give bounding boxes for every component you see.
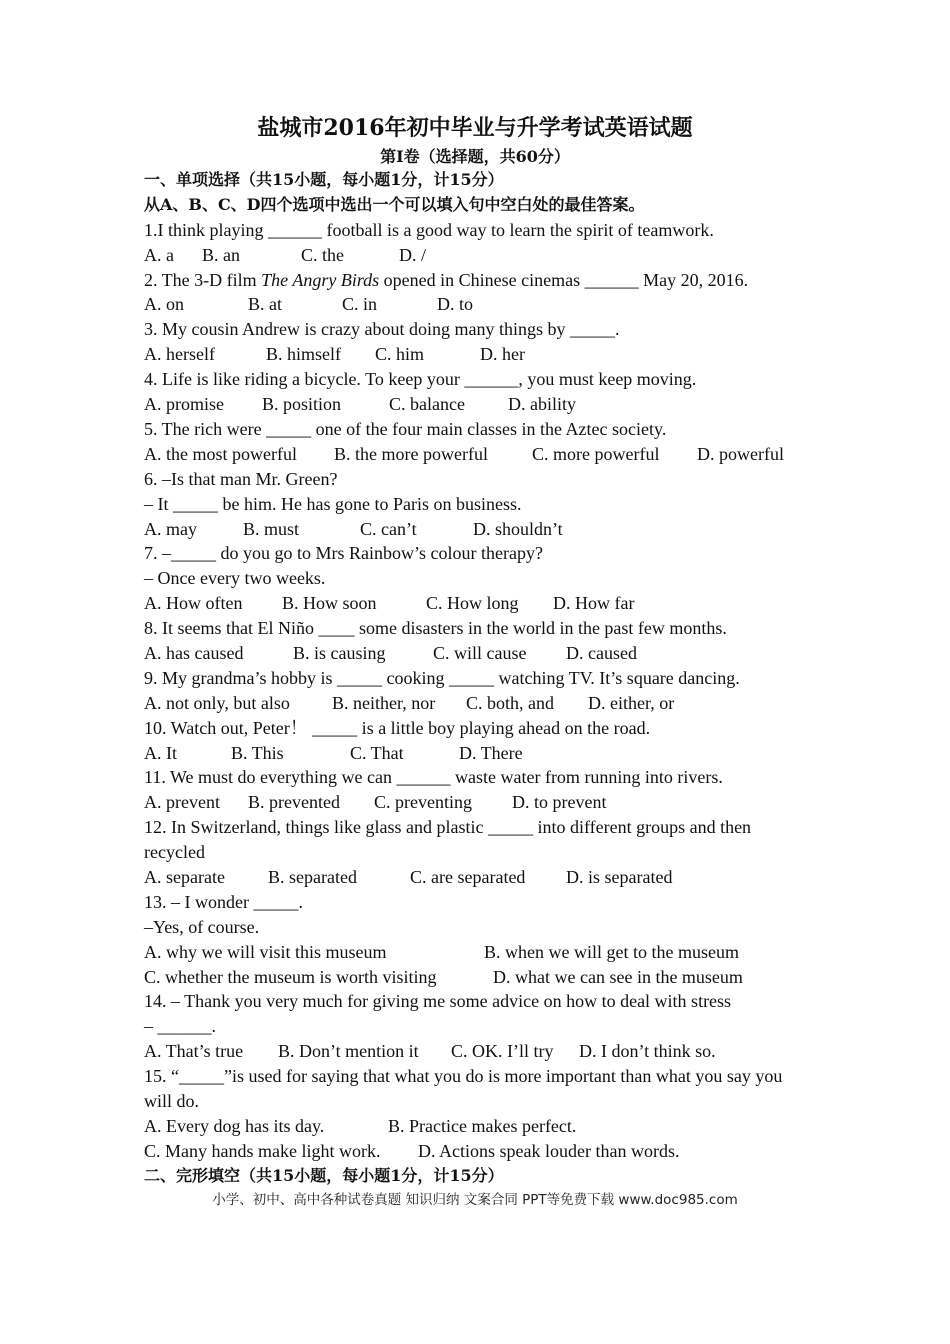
question-15-options-row-1 [144, 1114, 812, 1139]
option: D. Actions speak louder than words. [418, 1140, 680, 1161]
film-title: The Angry Birds [261, 269, 380, 290]
option: A. herself [144, 344, 215, 365]
question-10-stem: 10. Watch out, Peter！ _____ is a little boy playing ahead on the road. [144, 717, 651, 738]
question-4-options [144, 392, 812, 417]
question-9-stem: 9. My grandma’s hobby is _____ cooking _____ watching TV. It’s square dancing. [144, 667, 740, 688]
question-11-options [144, 790, 812, 815]
question-13-reply: –Yes, of course. [144, 916, 260, 937]
option: D. to [437, 294, 473, 315]
option: A. separate [144, 867, 225, 887]
question-14-reply: – ______. [144, 1016, 216, 1037]
option: C. more powerful [532, 443, 660, 464]
question-15-stem: 15. “_____”is used for saying that what you do is more important than what you say you will do. [144, 1066, 783, 1112]
option: C. Many hands make light work. [144, 1140, 381, 1161]
option: C. will cause [433, 642, 527, 663]
option: C. both, and [466, 692, 554, 713]
option: D. There [459, 742, 523, 763]
question-9-options [144, 691, 812, 716]
option: A. not only, but also [144, 692, 290, 713]
option: B. the more powerful [334, 443, 488, 464]
option: D. I don’t think so. [579, 1041, 716, 1062]
question-12-stem: 12. In Switzerland, things like glass and plastic _____ into different groups and then recycled [144, 817, 752, 863]
option: A. Every dog has its day. [144, 1115, 325, 1136]
question-7-stem: 7. –_____ do you go to Mrs Rainbow’s colour therapy? [144, 543, 543, 564]
option: B. Practice makes perfect. [388, 1115, 577, 1136]
option: B. position [262, 394, 342, 415]
question-2-stem-pre: 2. The 3-D film [144, 269, 262, 290]
option: B. separated [268, 867, 357, 887]
option: B. Don’t mention it [278, 1041, 419, 1062]
option: D. How far [553, 593, 635, 614]
question-4-stem: 4. Life is like riding a bicycle. To keep your ______, you must keep moving. [144, 369, 697, 390]
option: C. preventing [374, 792, 472, 813]
option: B. is causing [293, 642, 386, 663]
option: A. promise [144, 394, 224, 415]
option: A. the most powerful [144, 443, 297, 464]
option: D. / [399, 244, 426, 265]
question-12-options [144, 865, 812, 890]
page-title: 盐城市2016年初中毕业与升学考试英语试题 [257, 115, 693, 141]
question-7-options [144, 591, 812, 616]
question-8-stem: 8. It seems that El Niño ____ some disasters in the world in the past few months. [144, 618, 727, 639]
option: C. How long [426, 593, 519, 614]
option: A. has caused [144, 642, 244, 663]
question-1-stem: 1.I think playing ______ football is a good way to learn the spirit of teamwork. [144, 219, 714, 240]
question-15-options-row-2 [144, 1139, 812, 1164]
exam-content [144, 168, 812, 1189]
option: C. whether the museum is worth visiting [144, 966, 437, 987]
question-2-options [144, 292, 812, 317]
option: C. in [342, 294, 378, 315]
option: B. This [231, 742, 284, 763]
question-5-stem: 5. The rich were _____ one of the four main classes in the Aztec society. [144, 418, 667, 439]
option: A. may [144, 518, 197, 539]
question-6-stem: 6. –Is that man Mr. Green? [144, 468, 338, 489]
page-subtitle: 第I卷（选择题，共60分） [380, 147, 570, 166]
question-13-options-row-2 [144, 965, 812, 990]
option: A. a [144, 244, 174, 265]
question-6-reply: – It _____ be him. He has gone to Paris on business. [144, 493, 522, 514]
option: A. on [144, 294, 184, 315]
section-1-instruction: 从A、B、C、D四个选项中选出一个可以填入句中空白处的最佳答案。 [144, 194, 645, 214]
question-8-options [144, 641, 812, 666]
section-2-heading: 二、完形填空（共15小题，每小题1分，计15分） [144, 1165, 504, 1185]
question-13-stem: 13. – I wonder _____. [144, 891, 303, 912]
question-11-stem: 11. We must do everything we can ______ waste water from running into rivers. [144, 767, 723, 788]
option: B. himself [266, 344, 341, 365]
question-3-stem: 3. My cousin Andrew is crazy about doing many things by _____. [144, 319, 620, 340]
option: B. when we will get to the museum [484, 941, 739, 962]
option: D. what we can see in the museum [493, 966, 743, 987]
question-2-stem-post: opened in Chinese cinemas ______ May 20, 2016. [379, 269, 749, 290]
option: C. him [375, 344, 425, 365]
option: A. why we will visit this museum [144, 941, 387, 962]
question-14-stem: 14. – Thank you very much for giving me some advice on how to deal with stress [144, 991, 732, 1012]
page-footer: 小学、初中、高中各种试卷真题 知识归纳 文案合同 PPT等免费下载 www.doc985.com [212, 1192, 738, 1208]
option: A. How often [144, 593, 243, 614]
option: A. It [144, 742, 177, 763]
option: D. to prevent [512, 792, 607, 813]
question-6-options [144, 517, 812, 542]
option: D. either, or [588, 692, 675, 713]
option: C. OK. I’ll try [451, 1041, 554, 1062]
option: C. can’t [360, 518, 417, 539]
option: D. powerful [697, 443, 784, 464]
option: C. balance [389, 394, 465, 415]
option: B. at [248, 294, 282, 315]
question-14-options [144, 1039, 812, 1064]
question-13-options-row-1 [144, 940, 812, 965]
question-5-options [144, 442, 812, 467]
question-3-options [144, 342, 812, 367]
option: D. shouldn’t [473, 518, 563, 539]
question-7-reply: – Once every two weeks. [144, 568, 326, 589]
option: B. neither, nor [332, 692, 436, 713]
option: D. ability [508, 394, 576, 415]
question-1-options [144, 243, 812, 268]
option: C. are separated [410, 867, 526, 887]
option: B. How soon [282, 593, 377, 614]
option: D. caused [566, 642, 637, 663]
question-10-options [144, 741, 812, 766]
option: C. the [301, 244, 344, 265]
option: B. must [243, 518, 300, 539]
section-1-heading: 一、单项选择（共15小题，每小题1分，计15分） [144, 170, 504, 189]
option: A. prevent [144, 792, 220, 813]
question-2-stem [144, 268, 812, 293]
option: D. her [480, 344, 525, 365]
option: D. is separated [566, 867, 673, 887]
option: B. prevented [248, 792, 340, 813]
option: C. That [350, 742, 404, 763]
option: B. an [202, 244, 240, 265]
option: A. That’s true [144, 1041, 244, 1062]
